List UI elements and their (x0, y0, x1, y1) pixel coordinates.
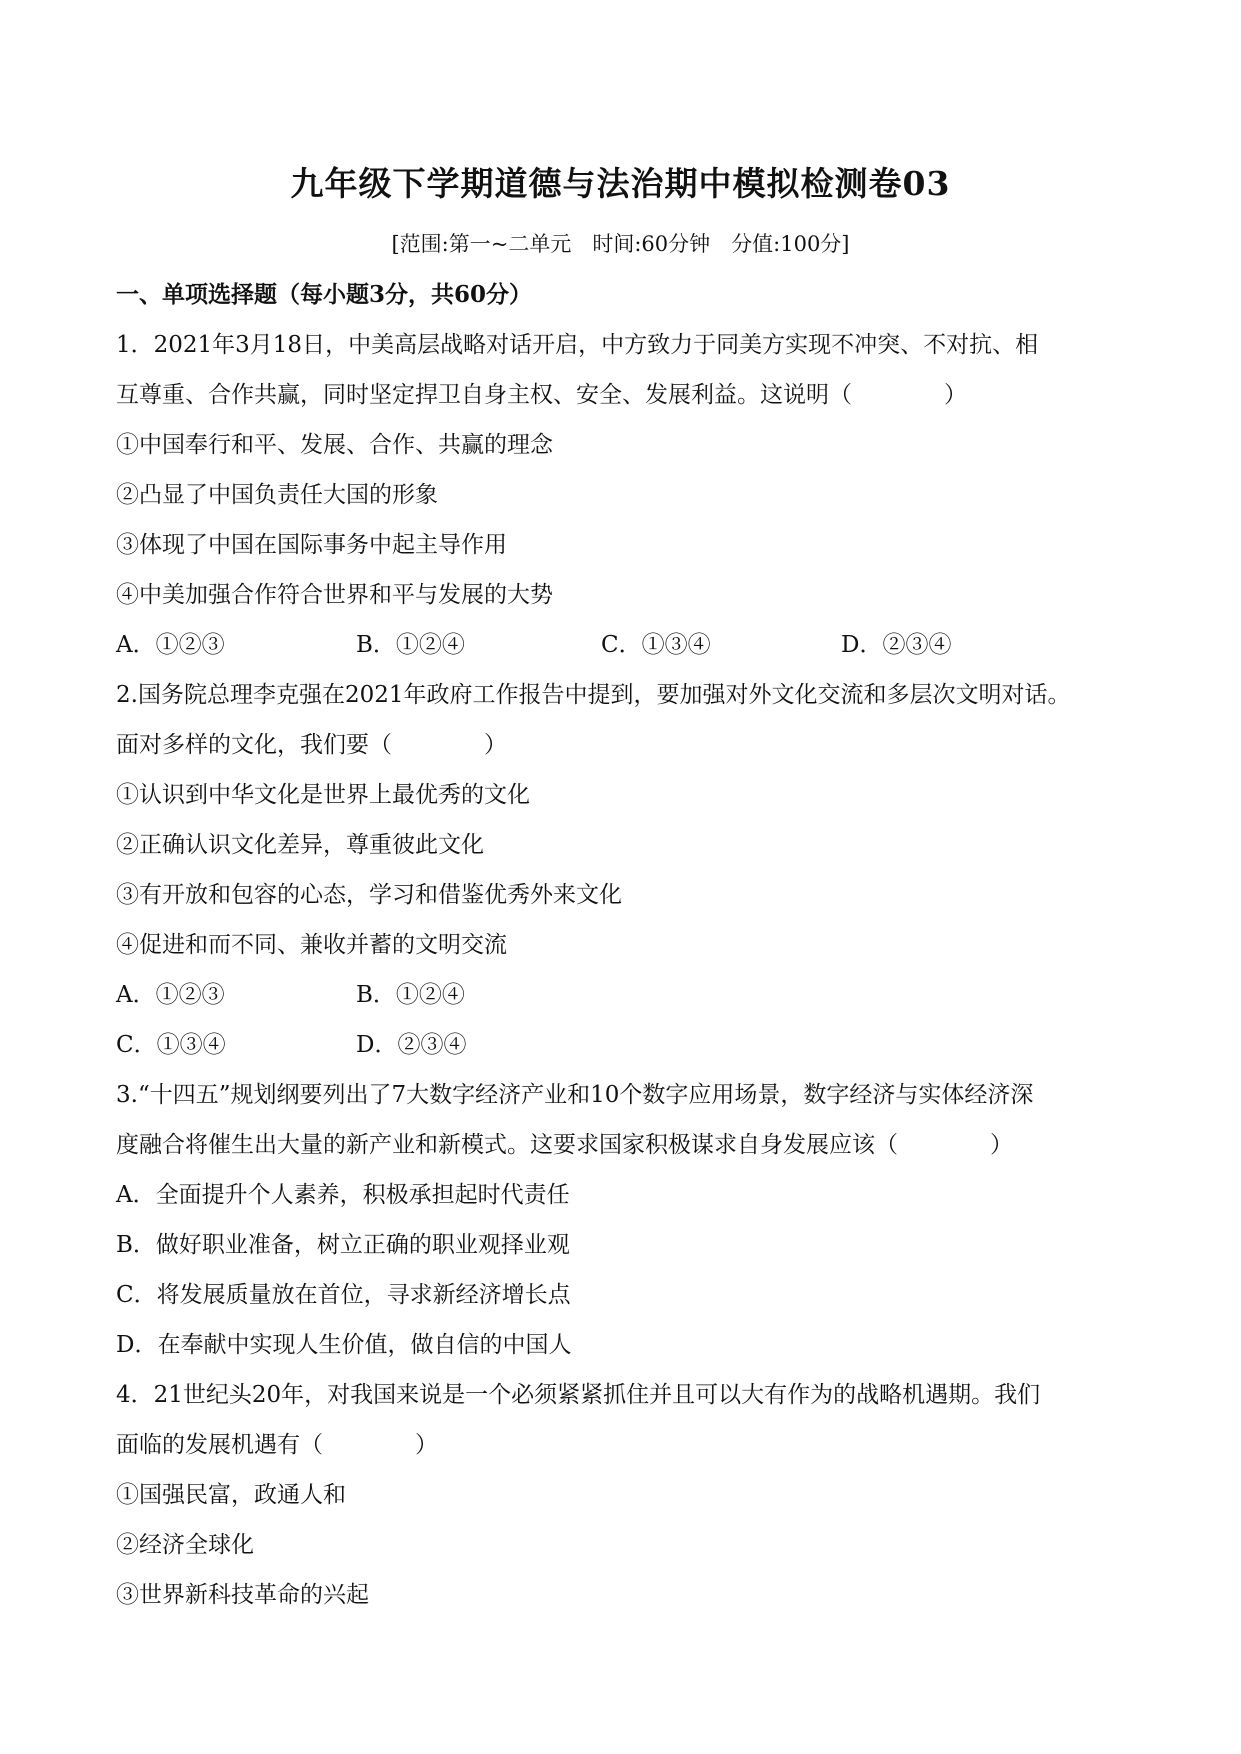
option-b: B．①②④ (356, 982, 465, 1008)
option-b: B．做好职业准备，树立正确的职业观择业观 (116, 1232, 570, 1258)
option-c: C．①③④ (601, 632, 711, 658)
statement-item: ②正确认识文化差异，尊重彼此文化 (116, 832, 484, 858)
question-stem: 互尊重、合作共赢，同时坚定捍卫自身主权、安全、发展利益。这说明（ ） (116, 382, 967, 408)
option-b: B．①②④ (356, 632, 465, 658)
option-a: A．全面提升个人素养，积极承担起时代责任 (116, 1182, 570, 1208)
statement-item: ①国强民富，政通人和 (116, 1482, 346, 1508)
question-stem: 1．2021年3月18日，中美高层战略对话开启，中方致力于同美方实现不冲突、不对抗、相 (116, 332, 1039, 358)
option-a: A．①②③ (116, 982, 225, 1008)
statement-item: ③体现了中国在国际事务中起主导作用 (116, 532, 507, 558)
option-d: D．在奉献中实现人生价值，做自信的中国人 (116, 1332, 572, 1358)
option-c: C．将发展质量放在首位，寻求新经济增长点 (116, 1282, 571, 1308)
section-heading: 一、单项选择题（每小题3分，共60分） (116, 281, 533, 308)
option-d: D．②③④ (356, 1032, 467, 1058)
statement-item: ③有开放和包容的心态，学习和借鉴优秀外来文化 (116, 882, 622, 908)
question-stem: 2.国务院总理李克强在2021年政府工作报告中提到，要加强对外文化交流和多层次文明对话。 (116, 682, 1071, 708)
answer-options (116, 970, 1136, 1020)
statement-item: ④促进和而不同、兼收并蓄的文明交流 (116, 932, 507, 958)
question-stem: 3.“十四五”规划纲要列出了7大数字经济产业和10个数字应用场景，数字经济与实体经济深 (116, 1082, 1034, 1108)
question-3 (116, 1070, 1136, 1370)
page-title: 九年级下学期道德与法治期中模拟检测卷03 (290, 164, 951, 203)
statement-item: ②经济全球化 (116, 1532, 254, 1558)
question-stem: 面临的发展机遇有（ ） (116, 1432, 438, 1458)
statement-item: ②凸显了中国负责任大国的形象 (116, 482, 438, 508)
question-2 (116, 670, 1136, 1070)
question-1 (116, 320, 1136, 670)
statement-item: ③世界新科技革命的兴起 (116, 1582, 369, 1608)
statement-item: ④中美加强合作符合世界和平与发展的大势 (116, 582, 553, 608)
question-4 (116, 1370, 1136, 1620)
exam-info: [范围:第一~二单元 时间:60分钟 分值:100分] (391, 232, 850, 256)
option-c: C．①③④ (116, 1032, 226, 1058)
exam-body (116, 270, 1136, 1620)
statement-item: ①中国奉行和平、发展、合作、共赢的理念 (116, 432, 553, 458)
answer-options (116, 1020, 1136, 1070)
option-a: A．①②③ (116, 632, 225, 658)
question-stem: 度融合将催生出大量的新产业和新模式。这要求国家积极谋求自身发展应该（ ） (116, 1132, 1013, 1158)
answer-options (116, 620, 1136, 670)
question-stem: 面对多样的文化，我们要（ ） (116, 732, 507, 758)
question-stem: 4．21世纪头20年，对我国来说是一个必须紧紧抓住并且可以大有作为的战略机遇期。我们 (116, 1382, 1041, 1408)
statement-item: ①认识到中华文化是世界上最优秀的文化 (116, 782, 530, 808)
option-d: D．②③④ (841, 632, 952, 658)
